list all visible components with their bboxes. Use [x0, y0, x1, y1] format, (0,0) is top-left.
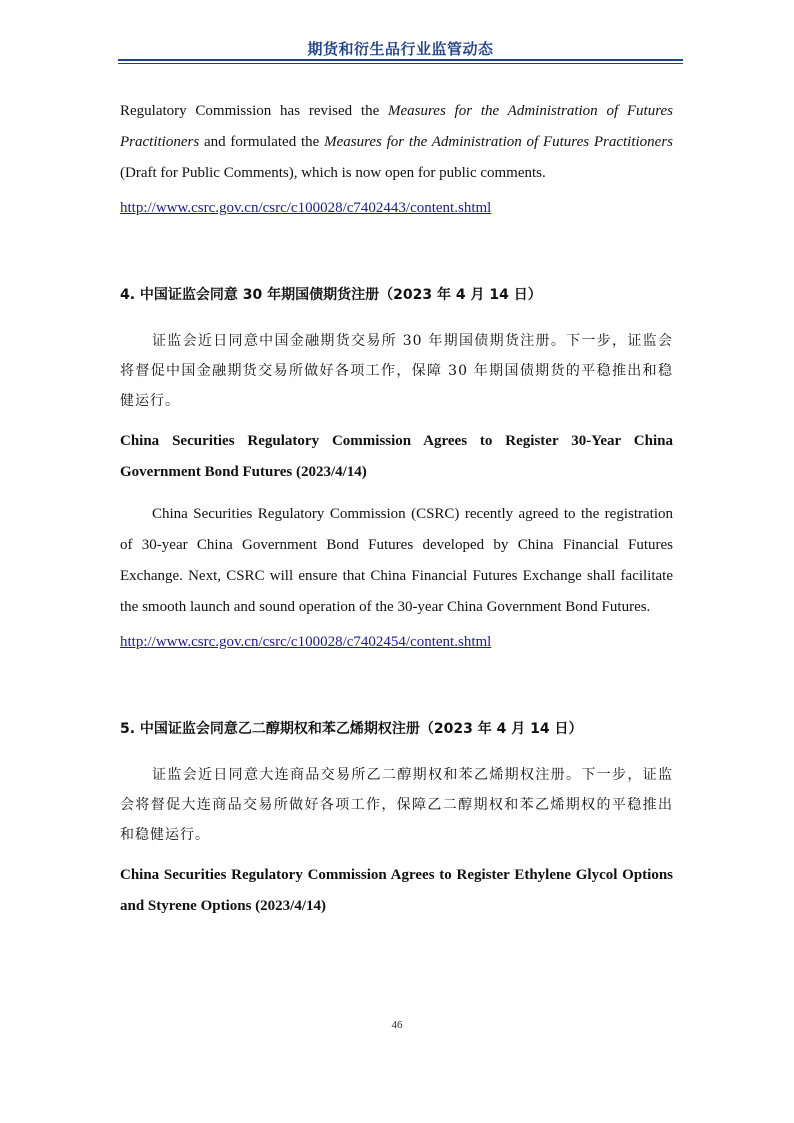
section-4-body-zh: 证监会近日同意中国金融期货交易所 30 年期国债期货注册。下一步，证监会将督促中国金融期货交易所做好各项工作，保障 30 年期国债期货的平稳推出和稳健运行。 [120, 333, 673, 409]
source-link-2[interactable]: http://www.csrc.gov.cn/csrc/c100028/c7402454/content.shtml [120, 634, 492, 650]
header-rule-thick [118, 59, 683, 61]
page-body [120, 96, 673, 922]
section-4-body-en: China Securities Regulatory Commission (CSRC) recently agreed to the registration of 30-year China Government Bond Futures developed by China Financial Futures Exchange. Next, CSRC will ensure that China Financial Futures Exchange shall facilitate the smooth launch and sound operation of the 30-year China Government Bond Futures. [120, 506, 673, 615]
page-number: 46 [391, 1019, 403, 1031]
header-rule-thin [118, 63, 683, 64]
section-5-body-zh: 证监会近日同意大连商品交易所乙二醇期权和苯乙烯期权注册。下一步，证监会将督促大连商品交易所做好各项工作，保障乙二醇期权和苯乙烯期权的平稳推出和稳健运行。 [120, 767, 673, 843]
paragraph-continued [120, 96, 673, 189]
text-run: and formulated the [199, 134, 325, 150]
running-header: 期货和衍生品行业监管动态 [307, 40, 494, 58]
section-5-heading-zh: 5. 中国证监会同意乙二醇期权和苯乙烯期权注册（2023 年 4 月 14 日） [120, 721, 583, 737]
section-5-heading-en: China Securities Regulatory Commission Agrees to Register Ethylene Glycol Options and Styrene Options (2023/4/14) [120, 867, 673, 914]
section-4-heading-zh: 4. 中国证监会同意 30 年期国债期货注册（2023 年 4 月 14 日） [120, 287, 542, 303]
italic-title: Measures for the Administration of Futures Practitioners [120, 103, 673, 150]
source-link-1[interactable]: http://www.csrc.gov.cn/csrc/c100028/c7402443/content.shtml [120, 200, 492, 216]
italic-title: Measures for the Administration of Futures Practitioners [324, 134, 673, 150]
text-run: Regulatory Commission has revised the [120, 103, 389, 119]
text-run: (Draft for Public Comments), which is now open for public comments. [120, 165, 546, 181]
section-4-heading-en: China Securities Regulatory Commission Agrees to Register 30-Year China Government Bond Futures (2023/4/14) [120, 433, 673, 480]
